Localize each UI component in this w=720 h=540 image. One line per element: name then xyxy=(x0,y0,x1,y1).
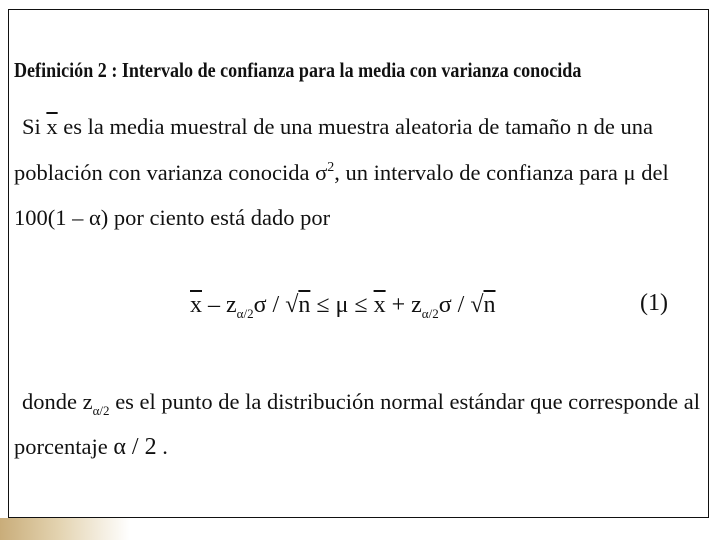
x-bar-symbol: $\overline{x}$ xyxy=(190,292,202,318)
text-segment: es el punto de la distribución normal estándar que corresponde al xyxy=(109,389,701,414)
paragraph-line-4 xyxy=(22,389,700,419)
z-symbol: z xyxy=(82,389,93,414)
text-segment: , un intervalo de confianza para xyxy=(334,160,624,185)
text-segment: población con varianza conocida xyxy=(14,160,316,185)
text-segment: donde xyxy=(22,389,83,414)
sqrt-icon: √ xyxy=(285,292,299,318)
formula-term: + z xyxy=(385,292,422,318)
formula-term: ≤ μ ≤ xyxy=(310,292,374,318)
formula-term: σ / xyxy=(438,292,471,318)
text-segment: . xyxy=(156,434,168,459)
text-segment: del xyxy=(635,160,669,185)
mu-symbol: μ xyxy=(623,160,636,185)
sqrt-icon: √ xyxy=(470,292,484,318)
paragraph-line-1 xyxy=(22,114,653,140)
confidence-interval-formula xyxy=(190,292,496,322)
paragraph-line-2 xyxy=(14,160,669,186)
equation-number: (1) xyxy=(640,290,668,316)
subscript: α/2 xyxy=(92,403,110,418)
radicand: n xyxy=(483,292,496,318)
sigma-symbol: σ xyxy=(315,160,328,185)
text-segment: Si xyxy=(22,114,47,139)
paragraph-line-5 xyxy=(14,434,168,461)
corner-decoration xyxy=(0,518,130,540)
paragraph-line-3: 100(1 – α) por ciento está dado por xyxy=(14,205,331,230)
x-bar-symbol: $\overline{x}$ xyxy=(46,114,58,139)
text-segment: porcentaje xyxy=(14,434,114,459)
definition-title: Definición 2 : Intervalo de confianza para la media con varianza conocida xyxy=(14,58,582,82)
radicand: n xyxy=(298,292,311,318)
text-segment: es la media muestral de una muestra aleatoria de tamaño n de una xyxy=(57,114,654,139)
alpha-half-symbol: α / 2 xyxy=(113,434,157,460)
formula-term: – z xyxy=(202,292,237,318)
exponent: 2 xyxy=(327,160,335,175)
subscript: α/2 xyxy=(421,306,439,321)
subscript: α/2 xyxy=(236,306,254,321)
formula-term: σ / xyxy=(253,292,286,318)
x-bar-symbol: $\overline{x}$ xyxy=(373,292,386,318)
